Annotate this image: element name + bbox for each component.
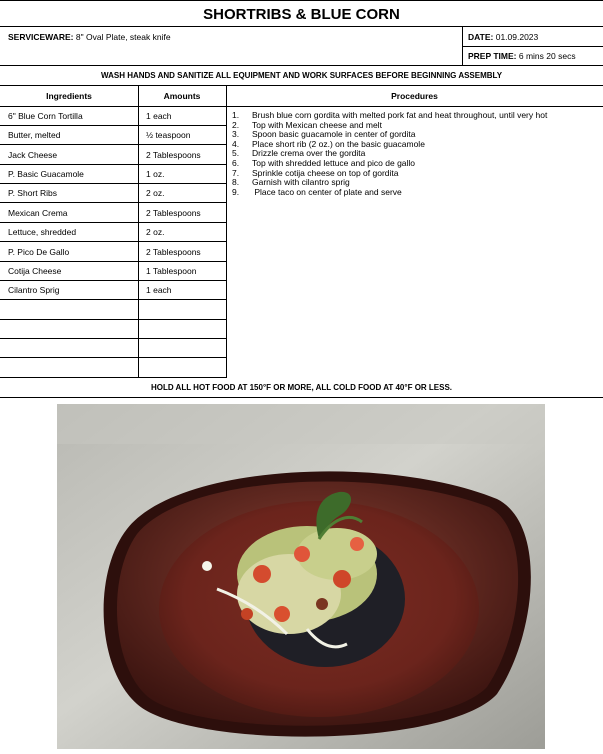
ingredient-amount: 1 each <box>138 107 226 126</box>
ingredient-amount: 1 Tablespoon <box>138 262 226 281</box>
ingredient-amount <box>138 339 226 358</box>
procedure-number: 1. <box>232 110 240 120</box>
prep-time-field <box>468 51 576 61</box>
procedure-text: Top with shredded lettuce and pico de gallo <box>252 157 416 168</box>
ingredient-amount <box>138 359 226 378</box>
ingredient-amount <box>138 301 226 320</box>
hold-notice: HOLD ALL HOT FOOD AT 150°F OR MORE, ALL COLD FOOD AT 40°F OR LESS. <box>0 378 603 398</box>
column-divider <box>226 86 227 378</box>
ingredient-amount: ½ teaspoon <box>138 126 226 145</box>
procedure-text: Top with Mexican cheese and melt <box>252 119 382 130</box>
recipe-table <box>0 86 603 378</box>
ingredient-name: Jack Cheese <box>0 146 138 165</box>
ingredient-amount: 1 each <box>138 281 226 300</box>
ingredient-amount: 2 oz. <box>138 184 226 203</box>
ingredient-amount: 2 Tablespoons <box>138 243 226 262</box>
procedure-text: Brush blue corn gordita with melted pork fat and heat throughout, until very hot <box>252 110 548 120</box>
serviceware-field <box>8 32 171 42</box>
procedure-list <box>232 111 597 197</box>
amounts-header: Amounts <box>138 86 226 107</box>
ingredient-amount: 2 Tablespoons <box>138 204 226 223</box>
divider <box>462 46 603 47</box>
procedure-number: 3. <box>232 129 240 140</box>
ingredient-name <box>0 320 138 339</box>
serviceware-label: SERVICEWARE: <box>8 32 74 42</box>
dish-photo <box>57 404 545 749</box>
ingredient-name: 6" Blue Corn Tortilla <box>0 107 138 126</box>
procedure-text: Place taco on center of plate and serve <box>252 186 402 197</box>
ingredient-name <box>0 359 138 378</box>
procedure-number: 9. <box>232 186 240 197</box>
ingredient-name <box>0 339 138 358</box>
ingredients-header: Ingredients <box>0 86 138 107</box>
date-field <box>468 32 538 42</box>
info-row <box>0 27 603 66</box>
ingredient-name: P. Basic Guacamole <box>0 165 138 184</box>
procedure-text: Sprinkle cotija cheese on top of gordita <box>252 167 399 178</box>
procedure-text: Garnish with cilantro sprig <box>252 177 350 188</box>
ingredient-name: Lettuce, shredded <box>0 223 138 242</box>
date-value: 01.09.2023 <box>495 32 539 42</box>
procedure-number: 7. <box>232 167 240 178</box>
procedure-number: 4. <box>232 138 240 149</box>
ingredient-amount: 2 Tablespoons <box>138 146 226 165</box>
ingredient-amount: 1 oz. <box>138 165 226 184</box>
procedure-text: Place short rib (2 oz.) on the basic guacamole <box>252 138 425 149</box>
procedure-text: Drizzle crema over the gordita <box>252 148 366 159</box>
prep-time-label: PREP TIME: <box>468 51 517 61</box>
ingredient-amount <box>138 320 226 339</box>
procedures-header: Procedures <box>226 86 603 107</box>
procedure-number: 6. <box>232 157 240 168</box>
date-label: DATE: <box>468 32 494 42</box>
ingredient-name: P. Short Ribs <box>0 184 138 203</box>
ingredient-amount: 2 oz. <box>138 223 226 242</box>
procedure-text: Spoon basic guacamole in center of gordita <box>252 129 416 140</box>
procedure-step <box>232 188 597 198</box>
serviceware-value: 8" Oval Plate, steak knife <box>75 32 171 42</box>
ingredient-name <box>0 301 138 320</box>
wash-notice: WASH HANDS AND SANITIZE ALL EQUIPMENT AND WORK SURFACES BEFORE BEGINNING ASSEMBLY <box>0 66 603 86</box>
ingredient-name: Cilantro Sprig <box>0 281 138 300</box>
prep-time-value: 6 mins 20 secs <box>518 51 576 61</box>
ingredient-name: Butter, melted <box>0 126 138 145</box>
procedure-number: 2. <box>232 119 240 130</box>
ingredient-name: P. Pico De Gallo <box>0 243 138 262</box>
ingredient-name: Mexican Crema <box>0 204 138 223</box>
procedure-number: 5. <box>232 148 240 159</box>
ingredient-name: Cotija Cheese <box>0 262 138 281</box>
recipe-title: SHORTRIBS & BLUE CORN <box>0 0 603 27</box>
procedure-number: 8. <box>232 177 240 188</box>
